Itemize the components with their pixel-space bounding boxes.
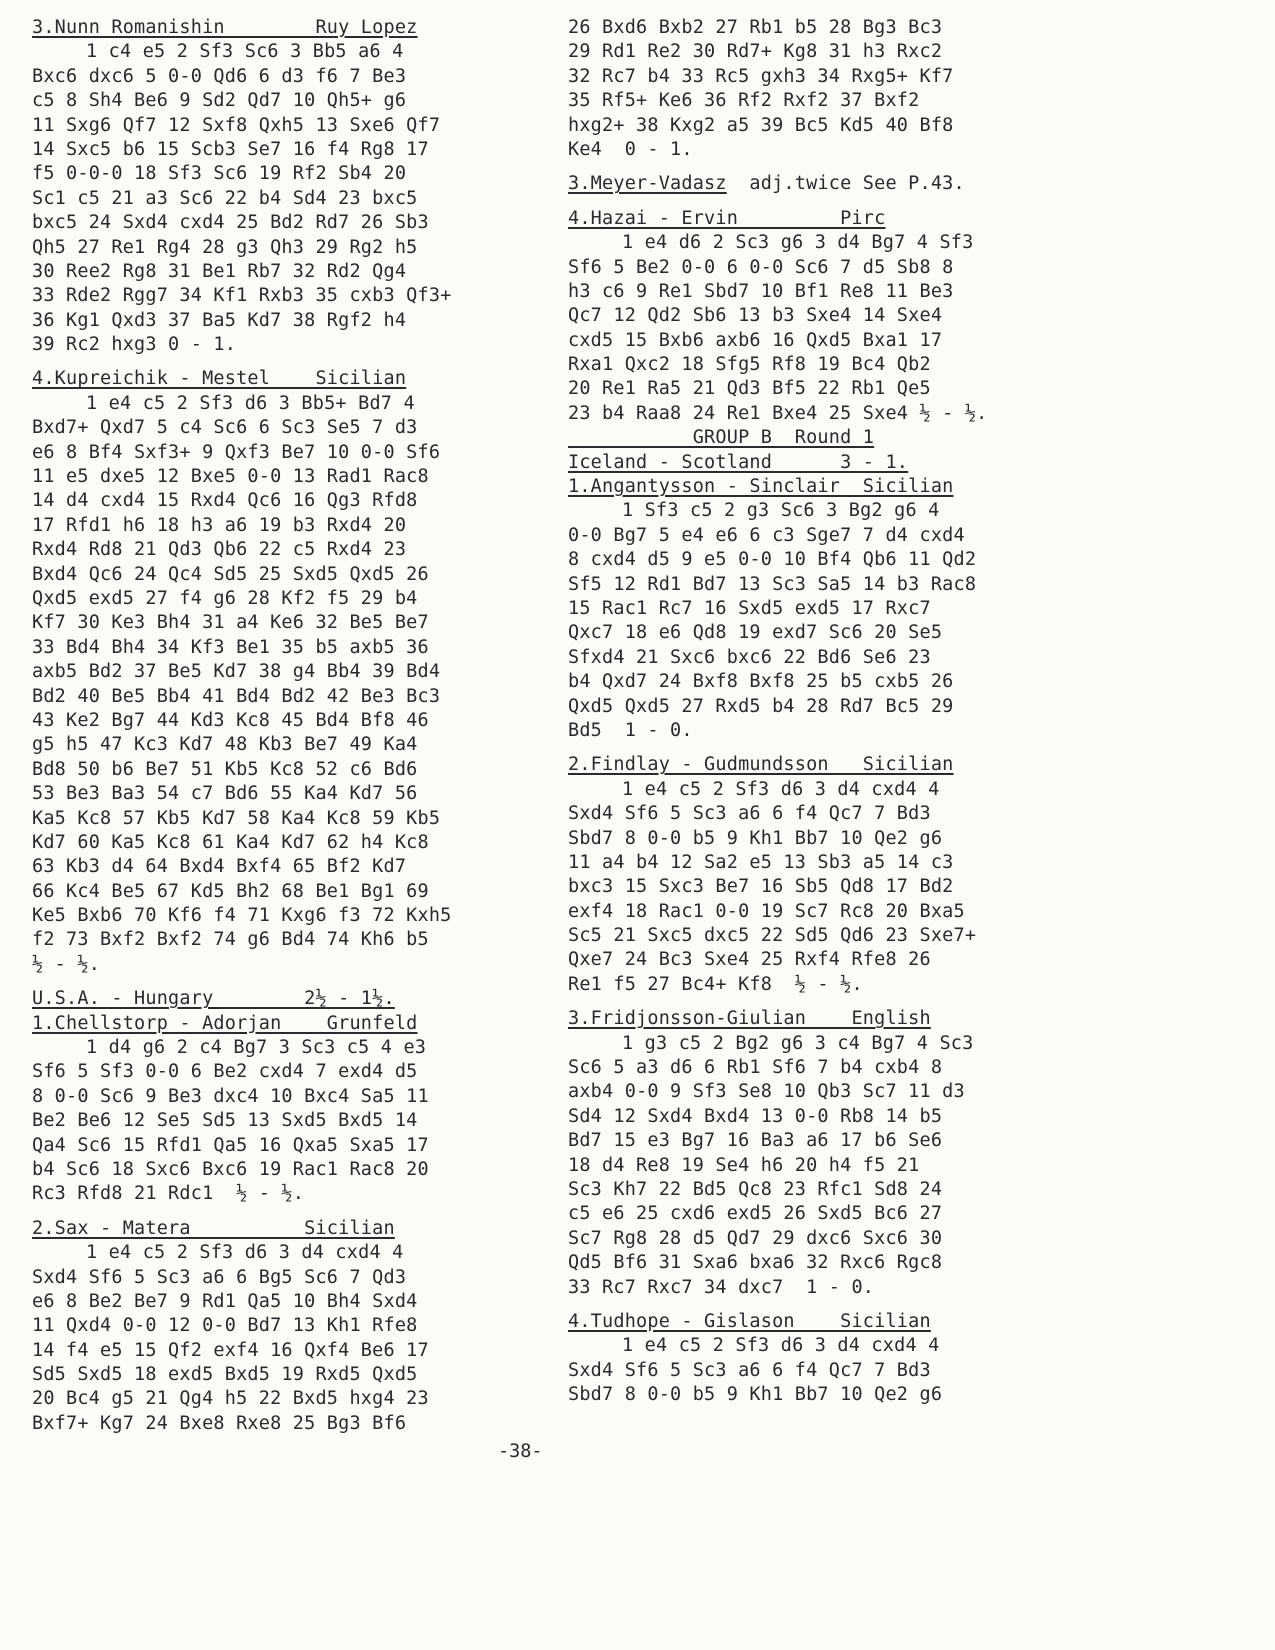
line-text: 8 cxd4 d5 9 e5 0-0 10 Bf4 Qb6 11 Qd2 xyxy=(568,549,977,571)
moves-line xyxy=(568,89,1068,113)
line-text: Bxd7+ Qxd7 5 c4 Sc6 6 Sc3 Se5 7 d3 xyxy=(32,417,418,439)
line-text: 14 d4 cxd4 15 Rxd4 Qc6 16 Qg3 Rfd8 xyxy=(32,490,418,512)
line-text: 11 e5 dxe5 12 Bxe5 0-0 13 Rad1 Rac8 xyxy=(32,466,429,488)
line-text: Ke5 Bxb6 70 Kf6 f4 71 Kxg6 f3 72 Kxh5 xyxy=(32,905,452,927)
line-text: Sf5 12 Rd1 Bd7 13 Sc3 Sa5 14 b3 Rac8 xyxy=(568,573,977,595)
moves-line xyxy=(32,1314,532,1338)
line-text: e6 8 Bf4 Sxf3+ 9 Qxf3 Be7 10 0-0 Sf6 xyxy=(32,441,441,463)
line-text: axb4 0-0 9 Sf3 Se8 10 Qb3 Sc7 11 d3 xyxy=(568,1081,965,1103)
moves-line xyxy=(568,573,1068,597)
moves-line xyxy=(568,778,1068,802)
moves-line xyxy=(568,1251,1068,1275)
moves-line xyxy=(32,1241,532,1265)
line-text: 1 e4 c5 2 Sf3 d6 3 d4 cxd4 4 xyxy=(86,1242,404,1264)
game-heading xyxy=(568,753,1068,777)
moves-line xyxy=(568,1383,1068,1407)
line-text: bxc3 15 Sxc3 Be7 16 Sb5 Qd8 17 Bd2 xyxy=(568,876,954,898)
moves-line xyxy=(32,138,532,162)
moves-line xyxy=(32,211,532,235)
line-text: 33 Rc7 Rxc7 34 dxc7 1 - 0. xyxy=(568,1276,875,1298)
moves-line xyxy=(32,758,532,782)
line-text: Sc5 21 Sxc5 dxc5 22 Sd5 Qd6 23 Sxe7+ xyxy=(568,925,977,947)
moves-line xyxy=(32,514,532,538)
moves-line xyxy=(32,65,532,89)
line-text: 53 Be3 Ba3 54 c7 Bd6 55 Ka4 Kd7 56 xyxy=(32,783,418,805)
line-text: Qxe7 24 Bc3 Sxe4 25 Rxf4 Rfe8 26 xyxy=(568,949,931,971)
moves-line xyxy=(568,827,1068,851)
moves-line xyxy=(568,353,1068,377)
moves-line xyxy=(568,670,1068,694)
line-text: 2.Sax - Matera Sicilian xyxy=(32,1217,395,1239)
moves-line xyxy=(568,40,1068,64)
line-text: Sfxd4 21 Sxc6 bxc6 22 Bd6 Se6 23 xyxy=(568,646,931,668)
line-text: 0-0 Bg7 5 e4 e6 6 c3 Sge7 7 d4 cxd4 xyxy=(568,524,965,546)
moves-line xyxy=(32,416,532,440)
moves-line xyxy=(568,900,1068,924)
line-text: Sd5 Sxd5 18 exd5 Bxd5 19 Rxd5 Qxd5 xyxy=(32,1364,418,1386)
moves-line xyxy=(32,880,532,904)
moves-line xyxy=(32,489,532,513)
game-heading xyxy=(568,451,1068,475)
moves-line xyxy=(32,284,532,308)
line-text: Bxc6 dxc6 5 0-0 Qd6 6 d3 f6 7 Be3 xyxy=(32,65,407,87)
line-text: Rxa1 Qxc2 18 Sfg5 Rf8 19 Bc4 Qb2 xyxy=(568,354,931,376)
moves-line xyxy=(32,309,532,333)
line-text: f5 0-0-0 18 Sf3 Sc6 19 Rf2 Sb4 20 xyxy=(32,163,407,185)
line-text: 8 0-0 Sc6 9 Be3 dxc4 10 Bxc4 Sa5 11 xyxy=(32,1085,429,1107)
line-text: 1 e4 d6 2 Sc3 g6 3 d4 Bg7 4 Sf3 xyxy=(622,232,974,254)
moves-line xyxy=(568,924,1068,948)
moves-line xyxy=(32,1412,532,1436)
right-column xyxy=(568,16,1068,1407)
line-text: Bd8 50 b6 Be7 51 Kb5 Kc8 52 c6 Bd6 xyxy=(32,758,418,780)
line-text: 32 Rc7 b4 33 Rc5 gxh3 34 Rxg5+ Kf7 xyxy=(568,65,954,87)
game-heading xyxy=(568,207,1068,231)
line-text: 1 c4 e5 2 Sf3 Sc6 3 Bb5 a6 4 xyxy=(86,41,404,63)
moves-line xyxy=(568,1202,1068,1226)
line-text: 3.Fridjonsson-Giulian English xyxy=(568,1008,931,1030)
moves-line xyxy=(568,402,1068,426)
moves-line xyxy=(568,138,1068,162)
game-heading xyxy=(568,1310,1068,1334)
moves-line xyxy=(568,948,1068,972)
moves-line xyxy=(32,1036,532,1060)
line-text: Qxd5 Qxd5 27 Rxd5 b4 28 Rd7 Bc5 29 xyxy=(568,695,954,717)
moves-line xyxy=(568,1080,1068,1104)
line-text: f2 73 Bxf2 Bxf2 74 g6 Bd4 74 Kh6 b5 xyxy=(32,929,429,951)
line-text: Bxd4 Qc6 24 Qc4 Sd5 25 Sxd5 Qxd5 26 xyxy=(32,563,429,585)
line-text: Sc1 c5 21 a3 Sc6 22 b4 Sd4 23 bxc5 xyxy=(32,187,418,209)
line-text: c5 e6 25 cxd6 exd5 26 Sxd5 Bc6 27 xyxy=(568,1203,943,1225)
line-text: Sc6 5 a3 d6 6 Rb1 Sf6 7 b4 cxb4 8 xyxy=(568,1057,943,1079)
moves-line xyxy=(32,660,532,684)
moves-line xyxy=(32,928,532,952)
moves-line xyxy=(32,1134,532,1158)
moves-line xyxy=(32,636,532,660)
line-text: 36 Kg1 Qxd3 37 Ba5 Kd7 38 Rgf2 h4 xyxy=(32,309,407,331)
line-text: 20 Re1 Ra5 21 Qd3 Bf5 22 Rb1 Qe5 xyxy=(568,378,931,400)
game-heading xyxy=(568,1007,1068,1031)
line-text: 33 Rde2 Rgg7 34 Kf1 Rxb3 35 cxb3 Qf3+ xyxy=(32,285,452,307)
line-text: 26 Bxd6 Bxb2 27 Rb1 b5 28 Bg3 Bc3 xyxy=(568,17,943,38)
moves-line xyxy=(568,1276,1068,1300)
line-text: Bd5 1 - 0. xyxy=(568,719,693,741)
moves-line xyxy=(32,953,532,977)
line-text: Sf6 5 Be2 0-0 6 0-0 Sc6 7 d5 Sb8 8 xyxy=(568,256,954,278)
moves-line xyxy=(568,695,1068,719)
line-text: 1.Chellstorp - Adorjan Grunfeld xyxy=(32,1012,418,1034)
moves-line xyxy=(568,524,1068,548)
page-number: -38- xyxy=(498,1441,543,1462)
line-text: 1 e4 c5 2 Sf3 d6 3 d4 cxd4 4 xyxy=(622,1335,940,1357)
moves-line xyxy=(568,1032,1068,1056)
line-text: Bxf7+ Kg7 24 Bxe8 Rxe8 25 Bg3 Bf6 xyxy=(32,1412,407,1434)
left-column xyxy=(32,16,532,1436)
line-text: 1.Angantysson - Sinclair Sicilian xyxy=(568,476,954,498)
line-text: 2.Findlay - Gudmundsson Sicilian xyxy=(568,754,954,776)
moves-line xyxy=(32,538,532,562)
line-text: Sc3 Kh7 22 Bd5 Qc8 23 Rfc1 Sd8 24 xyxy=(568,1178,943,1200)
moves-line xyxy=(568,329,1068,353)
moves-line xyxy=(32,392,532,416)
line-text: 1 d4 g6 2 c4 Bg7 3 Sc3 c5 4 e3 xyxy=(86,1037,427,1059)
line-text: e6 8 Be2 Be7 9 Rd1 Qa5 10 Bh4 Sxd4 xyxy=(32,1290,418,1312)
line-text: 33 Bd4 Bh4 34 Kf3 Be1 35 b5 axb5 36 xyxy=(32,636,429,658)
line-text: Sf6 5 Sf3 0-0 6 Be2 cxd4 7 exd4 d5 xyxy=(32,1061,418,1083)
moves-line xyxy=(568,499,1068,523)
moves-line xyxy=(32,441,532,465)
line-text: Qh5 27 Re1 Rg4 28 g3 Qh3 29 Rg2 h5 xyxy=(32,236,418,258)
line-text: Sc7 Rg8 28 d5 Qd7 29 dxc6 Sxc6 30 xyxy=(568,1227,943,1249)
moves-line xyxy=(568,719,1068,743)
line-text: 18 d4 Re8 19 Se4 h6 20 h4 f5 21 xyxy=(568,1154,920,1176)
line-text: 63 Kb3 d4 64 Bxd4 Bxf4 65 Bf2 Kd7 xyxy=(32,856,407,878)
line-text: 39 Rc2 hxg3 0 - 1. xyxy=(32,334,237,356)
line-text: Sbd7 8 0-0 b5 9 Kh1 Bb7 10 Qe2 g6 xyxy=(568,827,943,849)
moves-line xyxy=(568,65,1068,89)
line-text: Qd5 Bf6 31 Sxa6 bxa6 32 Rxc6 Rgc8 xyxy=(568,1252,943,1274)
game-heading xyxy=(32,16,532,40)
line-text: 3.Nunn Romanishin Ruy Lopez xyxy=(32,17,418,38)
line-text: Kd7 60 Ka5 Kc8 61 Ka4 Kd7 62 h4 Kc8 xyxy=(32,831,429,853)
line-text: Rc3 Rfd8 21 Rdc1 ½ - ½. xyxy=(32,1183,305,1205)
line-text: Qxd5 exd5 27 f4 g6 28 Kf2 f5 29 b4 xyxy=(32,587,418,609)
moves-line xyxy=(568,851,1068,875)
moves-line xyxy=(568,1227,1068,1251)
moves-line xyxy=(32,1182,532,1206)
moves-line xyxy=(32,114,532,138)
moves-line xyxy=(32,1060,532,1084)
line-text: 11 Sxg6 Qf7 12 Sxf8 Qxh5 13 Sxe6 Qf7 xyxy=(32,114,441,136)
line-text: 1 Sf3 c5 2 g3 Sc6 3 Bg2 g6 4 xyxy=(622,500,940,522)
line-text: 43 Ke2 Bg7 44 Kd3 Kc8 45 Bd4 Bf8 46 xyxy=(32,709,429,731)
moves-line xyxy=(568,16,1068,40)
line-text: g5 h5 47 Kc3 Kd7 48 Kb3 Be7 49 Ka4 xyxy=(32,734,418,756)
game-heading xyxy=(568,426,1068,450)
line-text: Sd4 12 Sxd4 Bxd4 13 0-0 Rb8 14 b5 xyxy=(568,1105,943,1127)
line-text: 66 Kc4 Be5 67 Kd5 Bh2 68 Be1 Bg1 69 xyxy=(32,880,429,902)
moves-line xyxy=(568,1105,1068,1129)
line-text: Ke4 0 - 1. xyxy=(568,138,693,160)
moves-line xyxy=(32,1085,532,1109)
line-text: Be2 Be6 12 Se5 Sd5 13 Sxd5 Bxd5 14 xyxy=(32,1110,418,1132)
moves-line xyxy=(32,1339,532,1363)
line-text: cxd5 15 Bxb6 axb6 16 Qxd5 Bxa1 17 xyxy=(568,329,943,351)
line-text: axb5 Bd2 37 Be5 Kd7 38 g4 Bb4 39 Bd4 xyxy=(32,661,441,683)
moves-line xyxy=(32,40,532,64)
game-heading xyxy=(32,1012,532,1036)
moves-line xyxy=(568,802,1068,826)
moves-line xyxy=(32,260,532,284)
line-text: 29 Rd1 Re2 30 Rd7+ Kg8 31 h3 Rxc2 xyxy=(568,41,943,63)
moves-line xyxy=(32,89,532,113)
moves-line xyxy=(32,904,532,928)
line-text: 14 f4 e5 15 Qf2 exf4 16 Qxf4 Be6 17 xyxy=(32,1339,429,1361)
heading-underlined-part: 3.Meyer-Vadasz xyxy=(568,173,727,195)
line-text: Bd7 15 e3 Bg7 16 Ba3 a6 17 b6 Se6 xyxy=(568,1130,943,1152)
moves-line xyxy=(32,1387,532,1411)
game-heading xyxy=(32,367,532,391)
line-text: Ka5 Kc8 57 Kb5 Kd7 58 Ka4 Kc8 59 Kb5 xyxy=(32,807,441,829)
game-heading xyxy=(32,1217,532,1241)
moves-line xyxy=(32,333,532,357)
line-text: Sxd4 Sf6 5 Sc3 a6 6 f4 Qc7 7 Bd3 xyxy=(568,1359,931,1381)
moves-line xyxy=(568,548,1068,572)
line-text: 1 g3 c5 2 Bg2 g6 3 c4 Bg7 4 Sc3 xyxy=(622,1032,974,1054)
moves-line xyxy=(568,1056,1068,1080)
line-text: Kf7 30 Ke3 Bh4 31 a4 Ke6 32 Be5 Be7 xyxy=(32,612,429,634)
moves-line xyxy=(32,465,532,489)
line-text: GROUP B Round 1 xyxy=(568,427,875,449)
line-text: 11 a4 b4 12 Sa2 e5 13 Sb3 a5 14 c3 xyxy=(568,851,954,873)
moves-line xyxy=(568,280,1068,304)
moves-line xyxy=(568,114,1068,138)
line-text: 1 e4 c5 2 Sf3 d6 3 d4 cxd4 4 xyxy=(622,778,940,800)
moves-line xyxy=(32,611,532,635)
line-text: Qxc7 18 e6 Qd8 19 exd7 Sc6 20 Se5 xyxy=(568,622,943,644)
moves-line xyxy=(32,1109,532,1133)
line-text: exf4 18 Rac1 0-0 19 Sc7 Rc8 20 Bxa5 xyxy=(568,900,965,922)
moves-line xyxy=(568,646,1068,670)
line-text: 1 e4 c5 2 Sf3 d6 3 Bb5+ Bd7 4 xyxy=(86,392,415,414)
moves-line xyxy=(568,1359,1068,1383)
moves-line xyxy=(32,685,532,709)
moves-line xyxy=(32,807,532,831)
line-text: 20 Bc4 g5 21 Qg4 h5 22 Bxd5 hxg4 23 xyxy=(32,1388,429,1410)
line-text: b4 Sc6 18 Sxc6 Bxc6 19 Rac1 Rac8 20 xyxy=(32,1158,429,1180)
moves-line xyxy=(568,597,1068,621)
line-text: 11 Qxd4 0-0 12 0-0 Bd7 13 Kh1 Rfe8 xyxy=(32,1315,418,1337)
moves-line xyxy=(32,1266,532,1290)
line-text: b4 Qxd7 24 Bxf8 Bxf8 25 b5 cxb5 26 xyxy=(568,671,954,693)
line-text: 23 b4 Raa8 24 Re1 Bxe4 25 Sxe4 ½ - ½. xyxy=(568,402,988,424)
moves-line xyxy=(32,831,532,855)
line-text: Sxd4 Sf6 5 Sc3 a6 6 Bg5 Sc6 7 Qd3 xyxy=(32,1266,407,1288)
moves-line xyxy=(568,973,1068,997)
line-text: Bd2 40 Be5 Bb4 41 Bd4 Bd2 42 Be3 Bc3 xyxy=(32,685,441,707)
moves-line xyxy=(32,733,532,757)
line-text: 14 Sxc5 b6 15 Scb3 Se7 16 f4 Rg8 17 xyxy=(32,138,429,160)
moves-line xyxy=(568,1178,1068,1202)
line-text: 4.Kupreichik - Mestel Sicilian xyxy=(32,368,407,390)
moves-line xyxy=(568,621,1068,645)
moves-line xyxy=(568,875,1068,899)
line-text: Qa4 Sc6 15 Rfd1 Qa5 16 Qxa5 Sxa5 17 xyxy=(32,1134,429,1156)
moves-line xyxy=(568,377,1068,401)
moves-line xyxy=(32,782,532,806)
moves-line xyxy=(32,563,532,587)
line-text: h3 c6 9 Re1 Sbd7 10 Bf1 Re8 11 Be3 xyxy=(568,280,954,302)
line-text: U.S.A. - Hungary 2½ - 1½. xyxy=(32,988,395,1010)
moves-line xyxy=(32,236,532,260)
line-text: c5 8 Sh4 Be6 9 Sd2 Qd7 10 Qh5+ g6 xyxy=(32,90,407,112)
moves-line xyxy=(32,162,532,186)
line-text: Sbd7 8 0-0 b5 9 Kh1 Bb7 10 Qe2 g6 xyxy=(568,1384,943,1406)
moves-line xyxy=(32,587,532,611)
moves-line xyxy=(568,1154,1068,1178)
moves-line xyxy=(32,1363,532,1387)
line-text: bxc5 24 Sxd4 cxd4 25 Bd2 Rd7 26 Sb3 xyxy=(32,212,429,234)
line-text: 4.Tudhope - Gislason Sicilian xyxy=(568,1310,931,1332)
line-text: hxg2+ 38 Kxg2 a5 39 Bc5 Kd5 40 Bf8 xyxy=(568,114,954,136)
line-text: Iceland - Scotland 3 - 1. xyxy=(568,451,909,473)
line-text: 17 Rfd1 h6 18 h3 a6 19 b3 Rxd4 20 xyxy=(32,514,407,536)
moves-line xyxy=(568,304,1068,328)
moves-line xyxy=(568,1129,1068,1153)
line-text: 15 Rac1 Rc7 16 Sxd5 exd5 17 Rxc7 xyxy=(568,597,931,619)
moves-line xyxy=(32,1290,532,1314)
line-text: Sxd4 Sf6 5 Sc3 a6 6 f4 Qc7 7 Bd3 xyxy=(568,803,931,825)
line-text: 4.Hazai - Ervin Pirc xyxy=(568,207,886,229)
moves-line xyxy=(32,709,532,733)
line-text: ½ - ½. xyxy=(32,953,101,975)
moves-line xyxy=(568,1334,1068,1358)
line-text: 30 Ree2 Rg8 31 Be1 Rb7 32 Rd2 Qg4 xyxy=(32,260,407,282)
moves-line xyxy=(568,231,1068,255)
moves-line xyxy=(568,256,1068,280)
moves-line xyxy=(32,1158,532,1182)
line-text: Rxd4 Rd8 21 Qd3 Qb6 22 c5 Rxd4 23 xyxy=(32,539,407,561)
line-text: 35 Rf5+ Ke6 36 Rf2 Rxf2 37 Bxf2 xyxy=(568,90,920,112)
game-heading xyxy=(568,172,1068,196)
game-heading xyxy=(32,987,532,1011)
heading-rest: adj.twice See P.43. xyxy=(726,173,965,195)
game-heading xyxy=(568,475,1068,499)
moves-line xyxy=(32,855,532,879)
line-text: Re1 f5 27 Bc4+ Kf8 ½ - ½. xyxy=(568,973,863,995)
moves-line xyxy=(32,187,532,211)
line-text: Qc7 12 Qd2 Sb6 13 b3 Sxe4 14 Sxe4 xyxy=(568,305,943,327)
